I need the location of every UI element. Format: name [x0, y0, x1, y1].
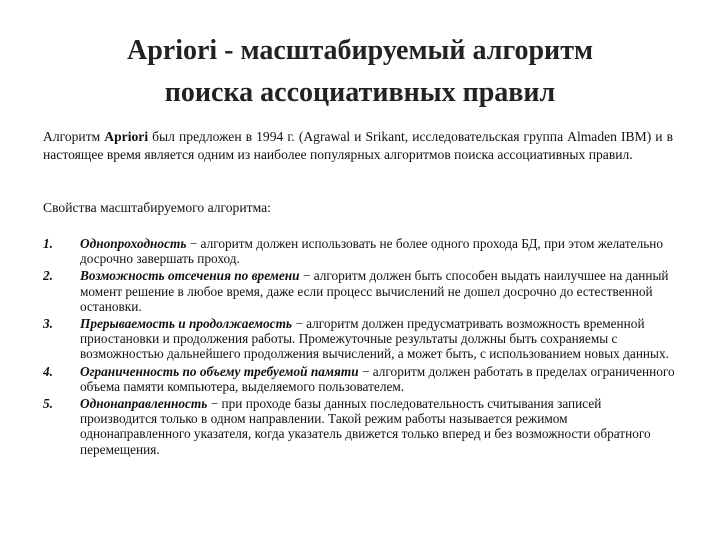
list-item — [43, 316, 678, 362]
algorithm-name: Apriori — [104, 129, 149, 144]
list-item — [43, 268, 678, 314]
properties-heading: Свойства масштабируемого алгоритма: — [43, 200, 271, 215]
item-number: 5. — [43, 396, 53, 412]
item-body — [80, 396, 678, 457]
item-text: − алгоритм должен предусматривать возможность временной приостановки и продолжения работы. Промежуточные результаты должны быть сохраняемы с возможностью дальнейшего продолжения вычислений, а может быть, с использованием новых данных. — [80, 316, 669, 362]
item-text: − алгоритм должен работать в пределах ограниченного объема памяти компьютера, выделяемого пользователем. — [80, 363, 675, 394]
item-number: 4. — [43, 363, 53, 379]
page-title — [0, 30, 720, 114]
title-line-1: Apriori - масштабируемый алгоритм — [126, 35, 594, 66]
item-term: Однопроходность — [80, 236, 187, 251]
list-item — [43, 364, 678, 394]
item-text: − алгоритм должен быть способен выдать наилучшее на данный момент решение в любое время, даже если процесс вычислений не дошел досрочно до естественной остановки. — [80, 268, 669, 314]
item-term: Однонаправленность — [80, 396, 208, 412]
item-body — [80, 236, 678, 266]
item-term: Ограниченность по объему требуемой памяти — [80, 363, 359, 379]
item-body — [80, 364, 678, 394]
item-term: Прерываемость и продолжаемость — [80, 316, 292, 332]
item-text: − при проходе базы данных последовательность считывания записей производится только в одном направлении. Такой режим работы называется режимом однонаправленного указателя, когда указатель движется только вперед и без возможности обратного перемещения. — [80, 396, 651, 457]
item-term: Возможность отсечения по времени — [80, 268, 300, 284]
item-number: 2. — [43, 268, 53, 284]
properties-list — [43, 236, 678, 459]
intro-text-after: был предложен в 1994 г. (Agrawal и Srikant, исследовательская группа Almaden IBM) и в настоящее время является одним из наиболее популярных алгоритмов поиска ассоциативных правил. — [43, 129, 673, 162]
item-text: − алгоритм должен использовать не более одного прохода БД, при этом желательно досрочно завершать проход. — [80, 236, 664, 267]
item-number: 3. — [43, 316, 53, 332]
intro-paragraph — [43, 128, 673, 164]
intro-text-before: Алгоритм — [43, 129, 105, 144]
item-number: 1. — [43, 236, 53, 251]
list-item — [43, 396, 678, 457]
title-line-2: поиска ассоциативных правил — [164, 77, 556, 108]
list-item — [43, 236, 678, 266]
item-body — [80, 316, 678, 362]
item-body — [80, 268, 678, 314]
